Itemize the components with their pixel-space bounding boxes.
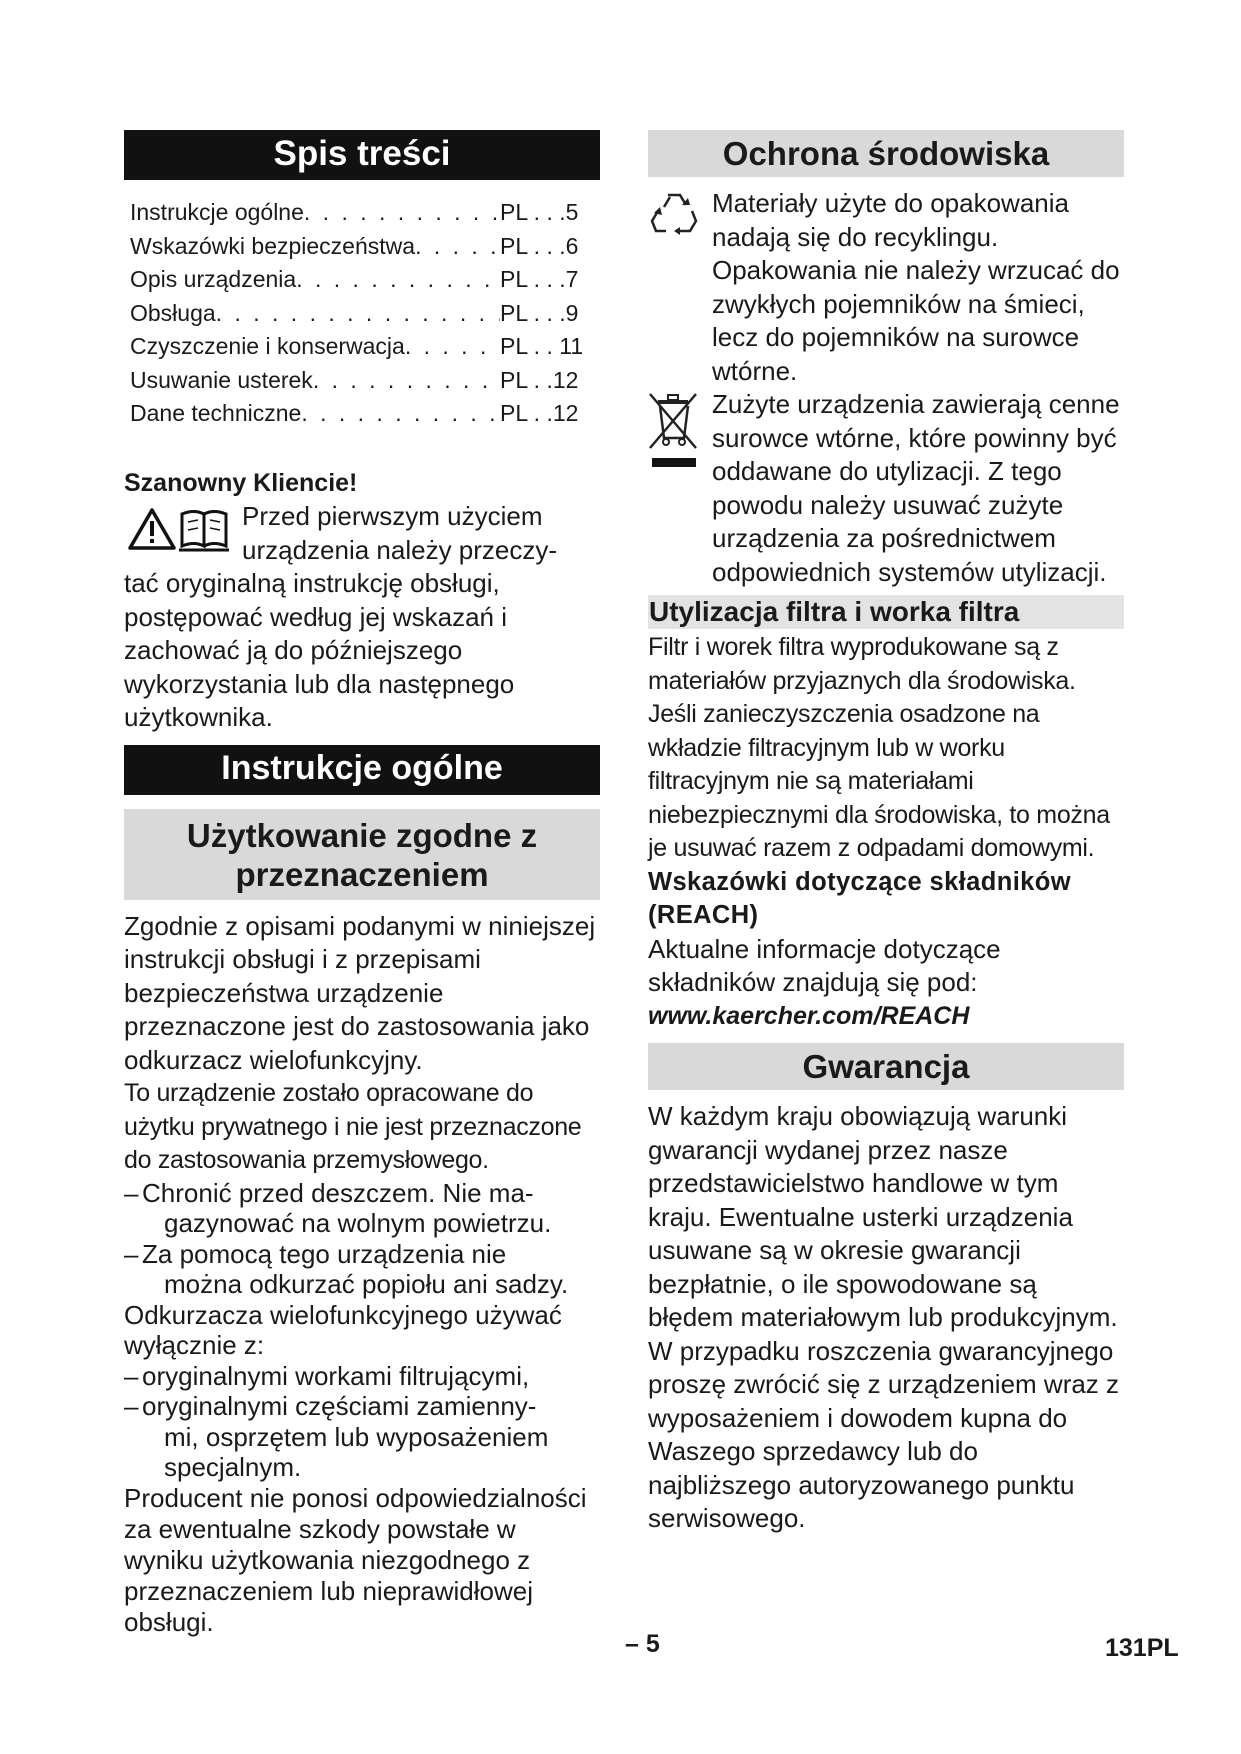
toc-page: PL . . .5 — [500, 199, 579, 225]
greeting-block — [124, 500, 600, 735]
greeting-line-2: urządzenia należy przeczy- — [242, 534, 558, 565]
section-title-environment: Ochrona środowiska — [648, 130, 1124, 177]
list-item-text: Za pomocą tego urządzenia nie — [142, 1238, 507, 1269]
intended-use-paragraph: Odkurzacza wielofunkcyjnego używać wyłącznie z: — [124, 1299, 562, 1360]
dash-bullet: – — [124, 1360, 139, 1391]
reach-link[interactable]: www.kaercher.com/REACH — [648, 1001, 970, 1030]
intended-use-paragraph: Producent nie ponosi odpowiedzialności za ewentualne szkody powstałe w wyniku użytkowania niezgodnego z przeznaczeniem lub nieprawidłowej obsługi. — [124, 1482, 587, 1637]
warranty-text: W każdym kraju obowiązują warunki gwarancji wydanej przez nasze przedstawicielstwo handlowe w tym kraju. Ewentualne usterki urządzenia usuwane są w okresie gwarancji bezpłatnie, o ile spowodowane są błędem materiałowym lub produkcyjnym. W przypadku roszczenia gwarancyjnego proszę zwrócić się z urządzeniem wraz z wyposażeniem i dowodem kupna do Waszego sprzedawcy lub do najbliższego autoryzowanego punktu serwisowego. — [648, 1101, 1120, 1533]
left-column — [124, 130, 600, 1638]
toc-dots — [296, 263, 500, 297]
section-title-general: Instrukcje ogólne — [124, 745, 600, 795]
filter-text: Filtr i worek filtra wyprodukowane są z materiałów przyjaznych dla środowiska. Jeśli zanieczyszczenia osadzone na wkładzie filtracyjnym lub w worku filtracyjnym nie są materiałami niebezpiecznymi dla środowiska, to można je usuwać razem z odpadami domowymi. — [648, 633, 1110, 862]
toc-label: Instrukcje ogólne — [130, 199, 304, 225]
weee-text: Zużyte urządzenia zawierają cenne surowce wtórne, które powinny być oddawane do utylizacji. Z tego powodu należy usuwać zużyte urządzenia za pośrednictwem odpowiednich systemów utylizacji. — [712, 389, 1120, 587]
recycling-block — [648, 187, 1124, 388]
dash-bullet: – — [124, 1238, 139, 1269]
page-code: 131PL — [1105, 1634, 1179, 1662]
toc-row[interactable] — [130, 364, 600, 398]
page-number: – 5 — [625, 1630, 660, 1658]
list-item-text: oryginalnymi częściami zamienny- — [142, 1391, 537, 1421]
dash-bullet: – — [124, 1177, 139, 1208]
dash-bullet: – — [124, 1391, 139, 1421]
toc-dots — [405, 330, 500, 364]
list-item — [124, 1361, 600, 1392]
list-item-text: oryginalnymi workami filtrującymi, — [142, 1360, 530, 1391]
toc-page: PL . . 11 — [500, 333, 584, 359]
reach-title: Wskazówki dotyczące składników (REACH) — [648, 867, 1071, 929]
right-column — [648, 130, 1124, 1536]
greeting-text: tać oryginalną instrukcję obsługi, postępować według jej wskazań i zachować ją do późniejszego wykorzystania lub dla następnego użytkownika. — [124, 568, 515, 732]
toc-dots — [304, 196, 500, 230]
toc-label: Opis urządzenia — [130, 266, 297, 292]
list-item-text: mi, osprzętem lub wyposażeniem specjalnym. — [164, 1421, 549, 1482]
toc-row[interactable] — [130, 297, 600, 331]
toc-label: Dane techniczne — [130, 400, 302, 426]
toc-dots — [301, 397, 500, 431]
toc-row[interactable] — [130, 230, 600, 264]
toc-row[interactable] — [130, 196, 600, 230]
list-item-text: gazynować na wolnym powietrzu. — [164, 1208, 552, 1238]
greeting-line-1: Przed pierwszym użyciem — [242, 501, 543, 531]
warning-manual-icon — [128, 506, 232, 557]
toc-label: Obsługa — [130, 299, 216, 326]
crossed-bin-icon — [648, 390, 700, 479]
section-title-warranty: Gwarancja — [648, 1043, 1124, 1090]
recycling-icon — [648, 189, 700, 242]
toc-dots — [216, 297, 500, 331]
list-item-text: Chronić przed deszczem. Nie ma- — [142, 1177, 534, 1208]
toc-page: PL . . .7 — [500, 266, 579, 292]
toc-label: Usuwanie usterek — [130, 366, 313, 393]
table-of-contents — [130, 196, 600, 431]
section-title-intended-use: Użytkowanie zgodne z przeznaczeniem — [124, 809, 600, 900]
toc-page: PL . .12 — [500, 400, 579, 426]
section-title-filter: Utylizacja filtra i worka filtra — [648, 595, 1124, 629]
toc-page: PL . . .9 — [500, 299, 579, 326]
toc-page: PL . .12 — [500, 366, 579, 393]
recycling-text: Materiały użyte do opakowania nadają się do recyklingu. Opakowania nie należy wrzucać do zwykłych pojemników na śmieci, lecz do pojemników na surowce wtórne. — [712, 188, 1120, 386]
intended-use-paragraph: To urządzenie zostało opracowane do użytku prywatnego i nie jest przeznaczone do zastosowania przemysłowego. — [124, 1079, 582, 1174]
toc-row[interactable] — [130, 397, 600, 431]
weee-block — [648, 388, 1124, 589]
toc-dots — [313, 364, 500, 398]
list-item — [124, 1391, 600, 1483]
intended-use-paragraph: Zgodnie z opisami podanymi w niniejszej instrukcji obsługi i z przepisami bezpieczeństwa urządzenie przeznaczone jest do zastosowania jako odkurzacz wielofunkcyjny. — [124, 910, 596, 1075]
intended-use-body — [124, 910, 600, 1638]
list-item-text: można odkurzać popiołu ani sadzy. — [164, 1269, 569, 1299]
toc-label: Wskazówki bezpieczeństwa — [130, 232, 416, 259]
list-item — [124, 1178, 600, 1239]
toc-row[interactable] — [130, 330, 600, 364]
toc-row[interactable] — [130, 263, 600, 297]
toc-dots — [415, 230, 500, 264]
greeting-title: Szanowny Kliencie! — [124, 468, 358, 497]
reach-text: Aktualne informacje dotyczące składników znajdują się pod: — [648, 933, 1001, 997]
toc-label: Czyszczenie i konserwacja — [130, 333, 405, 359]
list-item — [124, 1239, 600, 1300]
toc-title: Spis treści — [124, 130, 600, 180]
toc-page: PL . . .6 — [500, 232, 579, 259]
